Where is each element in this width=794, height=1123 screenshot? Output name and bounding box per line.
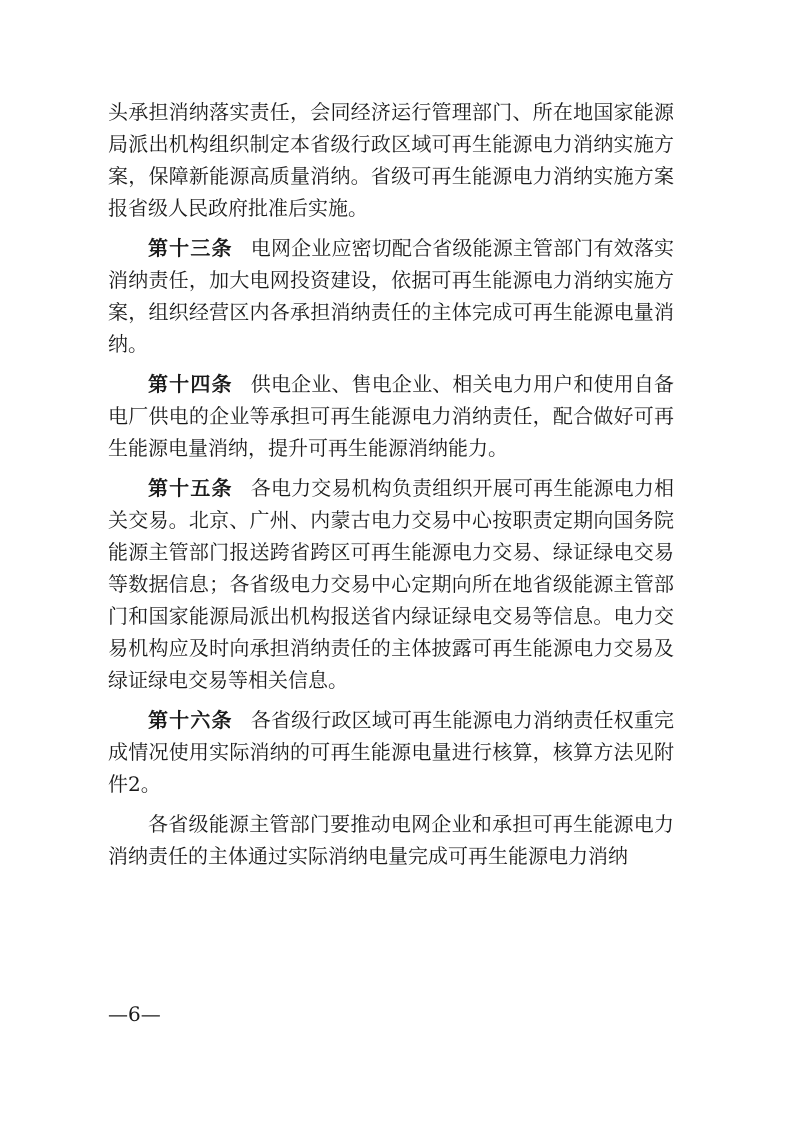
article-heading: 第十三条 — [148, 236, 233, 260]
article-text: 供电企业、售电企业、相关电力用户和使用自备电厂供电的企业等承担可再生能源电力消纳责任，配合做好可再生能源电量消纳，提升可再生能源消纳能力。 — [108, 372, 675, 460]
article-14 — [108, 368, 674, 464]
paragraph-text: 头承担消纳落实责任，会同经济运行管理部门、所在地国家能源局派出机构组织制定本省级行政区域可再生能源电力消纳实施方案，保障新能源高质量消纳。省级可再生能源电力消纳实施方案报省级人民政府批准后实施。 — [108, 100, 674, 220]
document-body — [108, 96, 674, 872]
article-heading: 第十六条 — [148, 708, 233, 732]
paragraph-continuing — [108, 808, 674, 872]
article-heading: 第十四条 — [148, 372, 233, 396]
paragraph-text: 各省级能源主管部门要推动电网企业和承担可再生能源电力消纳责任的主体通过实际消纳电量完成可再生能源电力消纳 — [108, 812, 674, 868]
article-heading: 第十五条 — [148, 476, 233, 500]
paragraph-continued — [108, 96, 674, 224]
article-text: 各电力交易机构负责组织开展可再生能源电力相关交易。北京、广州、内蒙古电力交易中心按职责定期向国务院能源主管部门报送跨省跨区可再生能源电力交易、绿证绿电交易等数据信息；各省级电力交易中心定期向所在地省级能源主管部门和国家能源局派出机构报送省内绿证绿电交易等信息。电力交易机构应及时向承担消纳责任的主体披露可再生能源电力交易及绿证绿电交易等相关信息。 — [108, 476, 675, 692]
article-13 — [108, 232, 674, 360]
page-number: —6— — [108, 1002, 161, 1026]
article-16 — [108, 704, 674, 800]
article-15 — [108, 472, 674, 696]
article-text: 各省级行政区域可再生能源电力消纳责任权重完成情况使用实际消纳的可再生能源电量进行核算，核算方法见附件2。 — [108, 708, 675, 796]
article-text: 电网企业应密切配合省级能源主管部门有效落实消纳责任，加大电网投资建设，依据可再生能源电力消纳实施方案，组织经营区内各承担消纳责任的主体完成可再生能源电量消纳。 — [108, 236, 675, 356]
